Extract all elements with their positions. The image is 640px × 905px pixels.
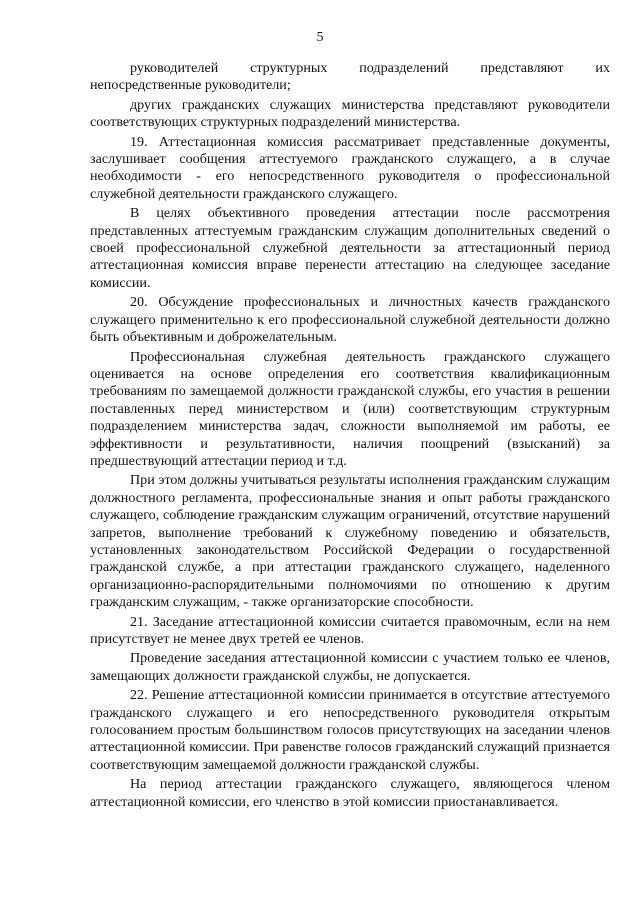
paragraph: 20. Обсуждение профессиональных и личностных качеств гражданского служащего применительно к его профессиональной служебной деятельности должно быть объективным и доброжелательным. xyxy=(90,294,610,346)
paragraph: Профессиональная служебная деятельность гражданского служащего оценивается на основе определения его соответствия квалификационным требованиям по замещаемой должности гражданской службы, его участия в решении поставленных перед министерством и (или) соответствующим структурным подразделением министерства задач, сложности выполняемой им работы, ее эффективности и результативности, наличия поощрений (взысканий) за предшествующий аттестации период и т.д. xyxy=(90,348,610,469)
paragraph: 21. Заседание аттестационной комиссии считается правомочным, если на нем присутствует не менее двух третей ее членов. xyxy=(90,613,610,647)
paragraph: 19. Аттестационная комиссия рассматривает представленные документы, заслушивает сообщения аттестуемого гражданского служащего, а в случае необходимости - его непосредственного руководителя о профессиональной служебной деятельности гражданского служащего. xyxy=(90,133,610,202)
paragraph: Проведение заседания аттестационной комиссии с участием только ее членов, замещающих должности гражданской службы, не допускается. xyxy=(90,650,610,684)
paragraph: руководителей структурных подразделений представляют их непосредственные руководители; xyxy=(90,60,610,94)
document-body xyxy=(90,60,610,813)
paragraph: При этом должны учитываться результаты исполнения гражданским служащим должностного регламента, профессиональные знания и опыт работы гражданского служащего, соблюдение гражданским служащим ограничений, отсутствие нарушений запретов, выполнение требований к служебному поведению и обязательств, установленных законодательством Российской Федерации о государственной гражданской службе, а при аттестации гражданского служащего, наделенного организационно-распорядительными полномочиями по отношению к другим гражданским служащим, - также организаторские способности. xyxy=(90,472,610,611)
paragraph: На период аттестации гражданского служащего, являющегося членом аттестационной комиссии, его членство в этой комиссии приостанавливается. xyxy=(90,776,610,810)
page-number: 5 xyxy=(316,30,324,45)
paragraph: В целях объективного проведения аттестации после рассмотрения представленных аттестуемым гражданским служащим дополнительных сведений о своей профессиональной служебной деятельности за аттестационный период аттестационная комиссия вправе перенести аттестацию на следующее заседание комиссии. xyxy=(90,205,610,291)
paragraph: 22. Решение аттестационной комиссии принимается в отсутствие аттестуемого гражданского служащего и его непосредственного руководителя открытым голосованием простым большинством голосов присутствующих на заседании членов аттестационной комиссии. При равенстве голосов гражданский служащий признается соответствующим замещаемой должности гражданской службы. xyxy=(90,687,610,773)
paragraph: других гражданских служащих министерства представляют руководители соответствующих структурных подразделений министерства. xyxy=(90,96,610,131)
